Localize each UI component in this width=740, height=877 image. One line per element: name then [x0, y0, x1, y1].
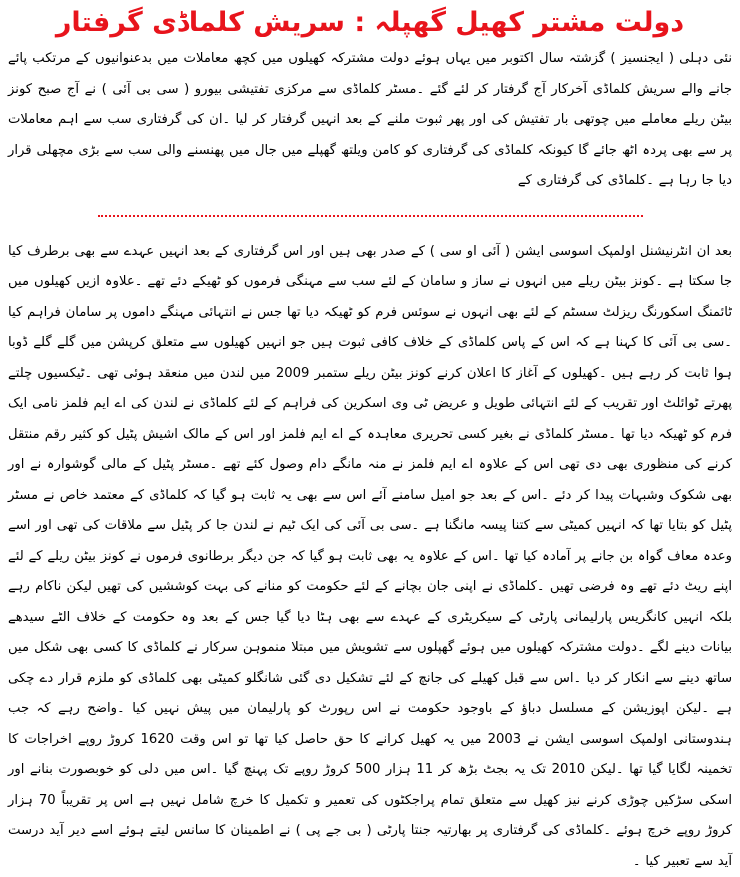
article-body-paragraph: بعد ان انٹرنیشنل اولمپک اسوسی ایشن ( آئی او سی ) کے صدر بھی ہیں اور اس گرفتاری کے بعد انہیں عہدے سے بھی برطرف کیا جا سکتا ہے ۔کونز بیٹن ریلے میں انہوں نے ساز و سامان کے لئے سب سے مہنگی فرموں کو ٹھیکے دئے تھے ۔علاوہ ازیں کھیلوں میں ٹائمنگ اسکورنگ ریزلٹ سسٹم کے لئے بھی انہوں نے سوئس فرم کو ٹھیکہ دیا تھا جس نے انتہائی مہنگے داموں پر سامان فراہم کیا ۔سی بی آئی کا کہنا ہے کہ اس کے پاس کلماڈی کے خلاف کافی ثبوت ہیں جو انہیں کھیلوں سے متعلق کرپشن میں گلے گلے ڈوبا ہوا ثابت کر رہے ہیں ۔کھیلوں کے آغاز کا اعلان کرنے کونز بیٹن ریلے ستمبر 2009 میں لندن میں منعقد ہوئی تھی ۔ٹیکسیوں چلتے پھرتے ٹوائلٹ اور تقریب کے لئے انتہائی طویل و عریض ٹی وی اسکرین کی فراہم کے لئے کلماڈی نے لندن کی اے ایم فلمز نامی ایک فرم کو ٹھیکہ دیا تھا ۔مسٹر کلماڈی نے بغیر کسی تحریری معاہدہ کے اے ایم فلمز اور اس کے مالک اشیش پٹیل کو کثیر رقم منتقل کرنے کی منظوری بھی دی تھی اس کے علاوہ اے ایم فلمز نے منہ مانگے دام وصول کئے تھے ۔مسٹر پٹیل کے مالی گوشوارہ نے اور بھی شکوک وشبہات پیدا کر دئے ۔اس کے بعد جو امیل سامنے آئے اس سے بھی یہ ثابت ہو گیا کہ کلماڈی کے معتمد خاص نے مسٹر پٹیل کو بتایا تھا کہ انہیں کمیٹی سے کتنا پیسہ مانگنا ہے ۔سی بی آئی کی ایک ٹیم نے لندن جا کر پٹیل سے ملاقات کی تھی اور اسے وعدہ معاف گواہ بن جانے پر آمادہ کیا تھا ۔اس کے علاوہ یہ بھی ثابت ہو گیا کہ جن دیگر برطانوی فرموں نے کونز بیٹن ریلے کے لئے اپنے ریٹ دئے تھے وہ فرضی تھیں ۔کلماڈی نے اپنی جان بچانے کے لئے حکومت کو منانے کی بہت کوششیں کی تھیں لیکن ناکام رہے بلکہ انہیں کانگریس پارلیمانی پارٹی کے سیکریٹری کے عہدے سے بھی ہٹا دیا گیا جس کے بعد وہ حکومت کے خلاف الٹے سیدھے بیانات دینے لگے ۔دولت مشترکہ کھیلوں میں ہوئے گھپلوں سے تشویش میں مبتلا منموہن سرکار نے کلماڈی کا کسی بھی شکل میں ساتھ دینے سے انکار کر دیا ۔اس سے قبل کھیلے کی جانچ کے لئے تشکیل دی گئی شانگلو کمیٹی بھی کلماڈی کو ملزم قرار دے چکی ہے ۔لیکن اپوزیشن کے مسلسل دباؤ کے باوجود حکومت نے اس رپورٹ کو پارلیمان میں پیش نہیں کیا ۔واضح رہے کہ جب ہندوستانی اولمپک اسوسی ایشن نے 2003 میں یہ کھیل کرانے کا حق حاصل کیا تھا تو اس وقت 1620 کروڑ روپے اخراجات کا تخمینہ لگایا گیا تھا ۔لیکن 2010 تک یہ بجٹ بڑھ کر 11 ہزار 500 کروڑ روپے تک پہنچ گیا ۔اس میں دلی کو خوبصورت بنانے اور اسکی سڑکیں چوڑی کرنے نیز کھیل سے متعلق تمام پراجکٹوں کی تعمیر و تکمیل کا خرچ شامل نہیں ہے اس پر تقریباً 70 ہزار کروڑ روپے خرچ ہوئے ۔کلماڈی کی گرفتاری پر بھارتیہ جنتا پارٹی ( بی جے پی ) نے اطمینان کا سانس لیتے ہوئے اسے دیر آید درست آید سے تعبیر کیا ۔ — [8, 237, 732, 877]
dotted-divider — [98, 215, 643, 217]
article-lead-paragraph: نئی دہلی ( ایجنسیز ) گزشتہ سال اکتوبر میں یہاں ہوئے دولت مشترکہ کھیلوں میں کچھ معاملات میں بدعنوانیوں کے مرتکب پائے جانے والے سریش کلماڈی آخرکار آج گرفتار کر لئے گئے ۔مسٹر کلماڈی سے مرکزی تفتیشی بیورو ( سی بی آئی ) نے آج صبح کونز بیٹن ریلے معاملے میں چوتھی بار تفتیش کی اور پھر ثبوت ملنے کے بعد انہیں گرفتار کر لیا ۔ان کی گرفتاری سب سے اہم معاملات پر سے بھی پردہ اٹھ جائے گا کیونکہ کلماڈی کی گرفتاری کو کامن ویلتھ گھپلے میں جال میں پھنسنے والی سب سے بڑی مچھلی قرار دیا جا رہا ہے ۔کلماڈی کی گرفتاری کے — [8, 44, 732, 197]
article-headline: دولت مشتر کھیل گھپلہ : سریش کلماڈی گرفتار — [8, 4, 732, 42]
